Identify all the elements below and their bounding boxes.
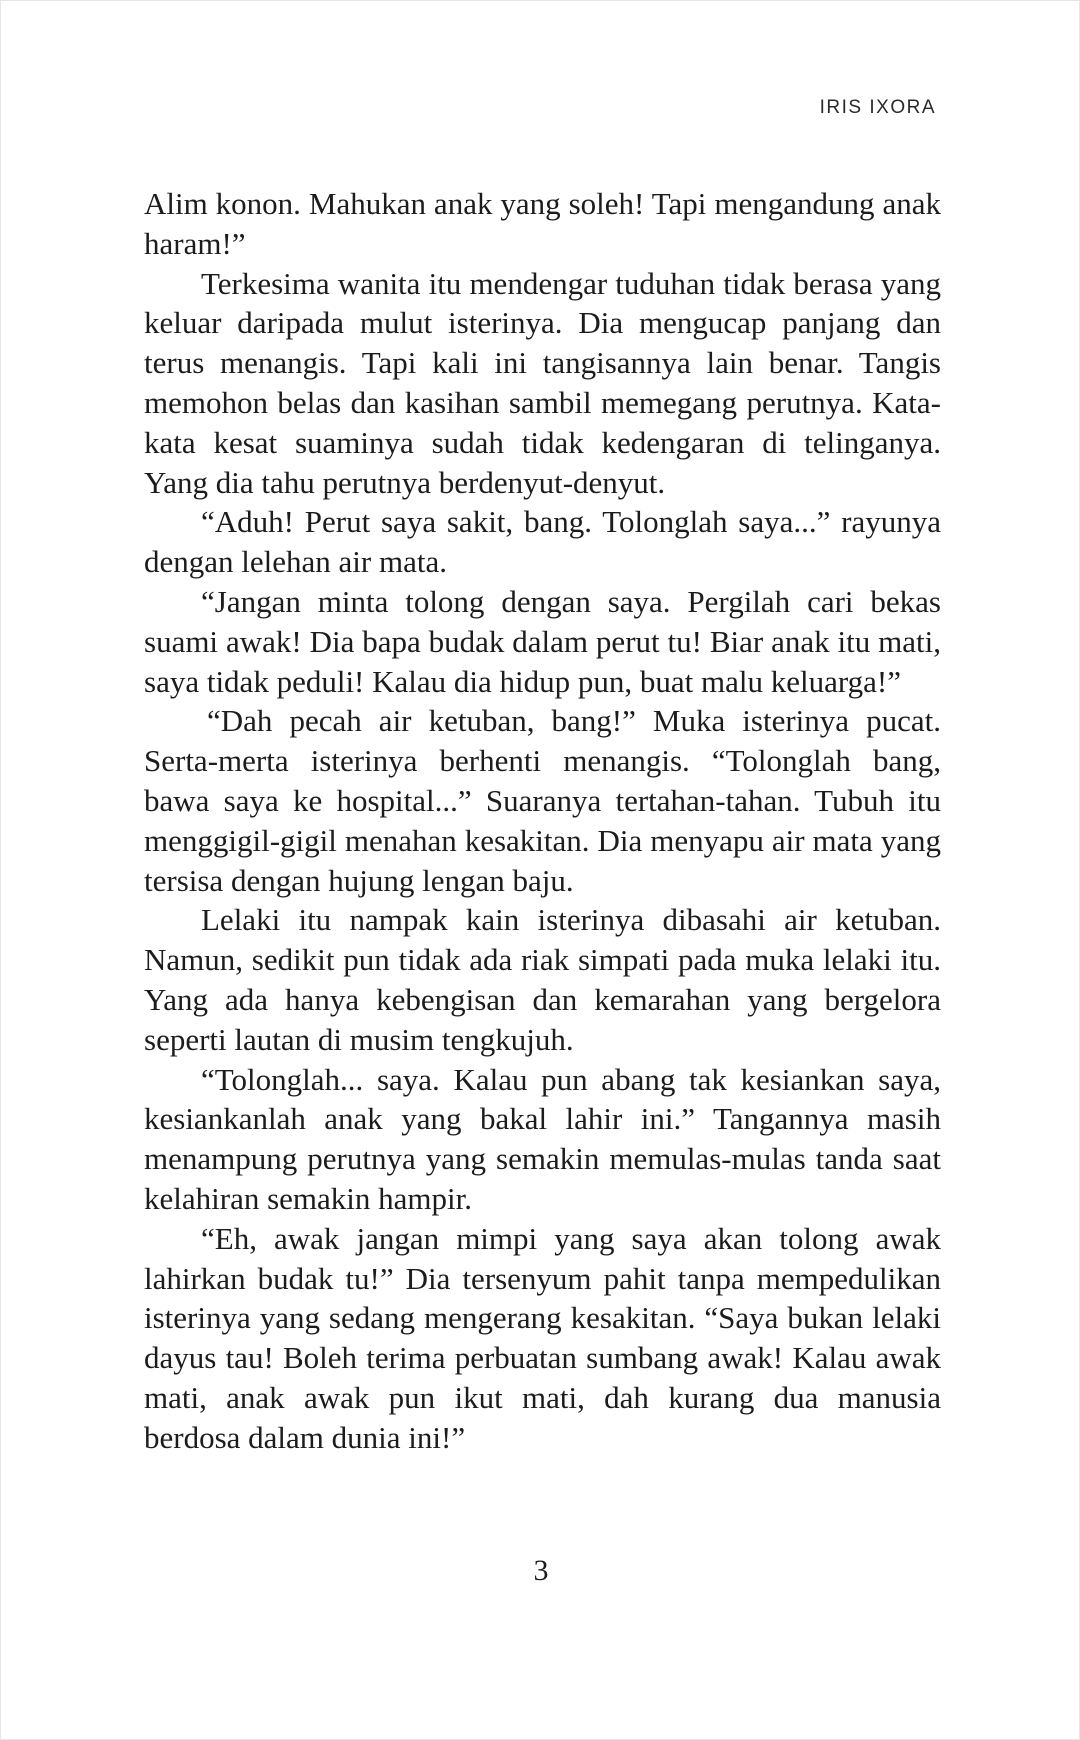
paragraph: Lelaki itu nampak kain isterinya dibasahi air ketuban. Namun, sedikit pun tidak ada riak simpati pada muka lelaki itu. Yang ada hanya kebengisan dan kemarahan yang bergelora seperti lautan di musim tengkujuh. — [144, 902, 941, 1057]
paragraph: “Jangan minta tolong dengan saya. Pergilah cari bekas suami awak! Dia bapa budak dalam perut tu! Biar anak itu mati, saya tidak peduli! Kalau dia hidup pun, buat malu keluarga!” — [144, 583, 941, 699]
paragraph: “Aduh! Perut saya sakit, bang. Tolonglah saya...” rayunya dengan lelehan air mata. — [144, 504, 941, 580]
paragraph: “Eh, awak jangan mimpi yang saya akan tolong awak lahirkan budak tu!” Dia tersenyum pahit tanpa mempedulikan isterinya yang sedang mengerang kesakitan. “Saya bukan lelaki dayus tau! Boleh terima perbuatan sumbang awak! Kalau awak mati, anak awak pun ikut mati, dah kurang dua manusia berdosa dalam dunia ini!” — [144, 1220, 941, 1455]
paragraph: Alim konon. Mahukan anak yang soleh! Tapi mengandung anak haram!” — [144, 186, 941, 261]
body-text — [144, 184, 941, 1458]
page-number: 3 — [533, 1554, 549, 1587]
running-header-author: IRIS IXORA — [819, 97, 936, 118]
paragraph: “Dah pecah air ketuban, bang!” Muka isterinya pucat. Serta-merta isterinya berhenti menangis. “Tolonglah bang, bawa saya ke hospital...” Suaranya tertahan-tahan. Tubuh itu menggigil-gigil menahan kesakitan. Dia menyapu air mata yang tersisa dengan hujung lengan baju. — [144, 703, 941, 898]
paragraph: “Tolonglah... saya. Kalau pun abang tak kesiankan saya, kesiankanlah anak yang bakal lahir ini.” Tangannya masih menampung perutnya yang semakin memulas-mulas tanda saat kelahiran semakin hampir. — [144, 1061, 941, 1216]
paragraph: Terkesima wanita itu mendengar tuduhan tidak berasa yang keluar daripada mulut isterinya. Dia mengucap panjang dan terus menangis. Tapi kali ini tangisannya lain benar. Tangis memohon belas dan kasihan sambil memegang perutnya. Kata-kata kesat suaminya sudah tidak kedengaran di telinganya. Yang dia tahu perutnya berdenyut-denyut. — [144, 265, 941, 500]
